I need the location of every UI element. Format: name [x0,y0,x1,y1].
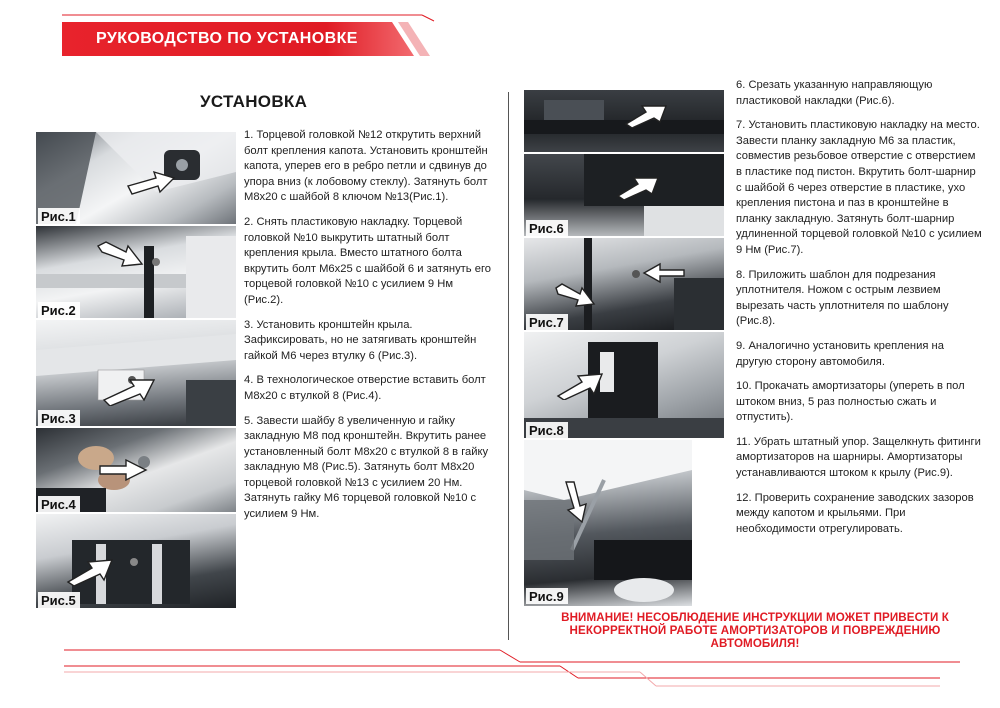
step-2: 2. Снять пластиковую накладку. Торцевой головкой №10 выкрутить штатный болт крепления крыла. Вместо штатного болта вкрутить болт М6х25 с шайбой 6 и затянуть его торцевой головкой №10 с усилием 9 Нм (Рис.2). [244,215,492,306]
figure-8-photo [524,332,724,438]
figure-9-label: Рис.9 [526,588,568,604]
warning-line-2: НЕКОРРЕКТНОЙ РАБОТЕ АМОРТИЗАТОРОВ И ПОВРЕЖДЕНИЮ [569,624,941,637]
arrow-icon [560,480,594,524]
arrow-icon [554,282,598,308]
figure-1-photo [36,132,236,224]
step-4: 4. В технологическое отверстие вставить болт М8х20 с втулкой 8 (Рис.4). [244,374,486,402]
figure-6-top-photo [524,90,724,152]
arrow-icon [96,240,146,270]
section-title: УСТАНОВКА [200,92,308,111]
document-title: РУКОВОДСТВО ПО УСТАНОВКЕ [96,30,358,47]
step-12: 12. Проверить сохранение заводских зазоров между капотом и крыльями. При необходимости отрегулировать. [736,491,974,535]
warning-line-3: АВТОМОБИЛЯ! [710,637,800,650]
arrow-icon [556,370,604,400]
arrow-icon [624,102,670,128]
header-banner [62,18,430,60]
arrow-icon [642,262,686,284]
figure-4-label: Рис.4 [38,496,80,512]
figure-9-photo [524,440,692,606]
figure-2-label: Рис.2 [38,302,80,318]
figure-1-label: Рис.1 [38,208,80,224]
steps-right-column [736,78,982,546]
figure-7-label: Рис.7 [526,314,568,330]
figure-2-photo [36,226,236,318]
step-7: 7. Установить пластиковую накладку на место. Завести планку закладную М6 за пластик, совместив резьбовое отверстие с отверстием в пластике под пистон. Вкрутить болт-шарнир с шайбой 6 через отверстие в пластике, ухо крепления пистона и паз в кронштейне в планку закладную. Затянуть болт-шарнир удлиненной торцевой головкой №10 с усилием 9 Нм (Рис.7). [736,119,982,256]
step-10: 10. Прокачать амортизаторы (упереть в пол штоком вниз, 5 раз полностью сжать и отпустить). [736,380,965,424]
warning-line-1: ВНИМАНИЕ! НЕСОБЛЮДЕНИЕ ИНСТРУКЦИИ МОЖЕТ ПРИВЕСТИ К [561,611,949,624]
figure-6-label: Рис.6 [526,220,568,236]
figure-8-label: Рис.8 [526,422,568,438]
figure-6-photo [524,154,724,236]
arrow-icon [126,170,176,196]
figure-3-photo [36,320,236,426]
figure-5-photo [36,514,236,608]
step-11: 11. Убрать штатный упор. Защелкнуть фитинги амортизаторов на шарниры. Амортизаторы устанавливаются штоком к крылу (Рис.9). [736,435,981,480]
arrow-icon [98,458,148,482]
step-6: 6. Срезать указанную направляющую пластиковой накладки (Рис.6). [736,79,933,107]
footer-lines [0,640,1000,700]
step-9: 9. Аналогично установить крепления на другую сторону автомобиля. [736,339,944,368]
steps-left-column [244,128,494,532]
figure-7-photo [524,238,724,330]
figure-4-photo [36,428,236,512]
step-1: 1. Торцевой головкой №12 открутить верхний болт крепления капота. Установить кронштейн капота, уперев его в ребро петли и сдвинув до упора вниз (к лобовому стеклу). Затянуть болт М8х20 с шайбой 8 ключом №13(Рис.1). [244,129,488,204]
figure-5-label: Рис.5 [38,592,80,608]
column-divider [508,92,509,640]
step-3: 3. Установить кронштейн крыла. Зафиксировать, но не затягивать кронштейн гайкой М6 через втулку 6 (Рис.3). [244,318,477,362]
figure-3-label: Рис.3 [38,410,80,426]
arrow-icon [616,174,662,200]
step-5: 5. Завести шайбу 8 увеличенную и гайку закладную М8 под кронштейн. Вкрутить ранее установленный болт М8х20 с втулкой 8 в гайку закладную М8 (Рис.5). Затянуть болт М8х20 торцевой головкой №13 с усилием 20 Нм. Затянуть гайку М6 торцевой головкой №10 с усилием 9 Нм. [244,414,489,521]
arrow-icon [66,556,116,586]
step-8: 8. Приложить шаблон для подрезания уплотнителя. Ножом с острым лезвием вырезать часть уплотнителя по шаблону (Рис.8). [736,268,949,328]
arrow-icon [102,376,156,406]
